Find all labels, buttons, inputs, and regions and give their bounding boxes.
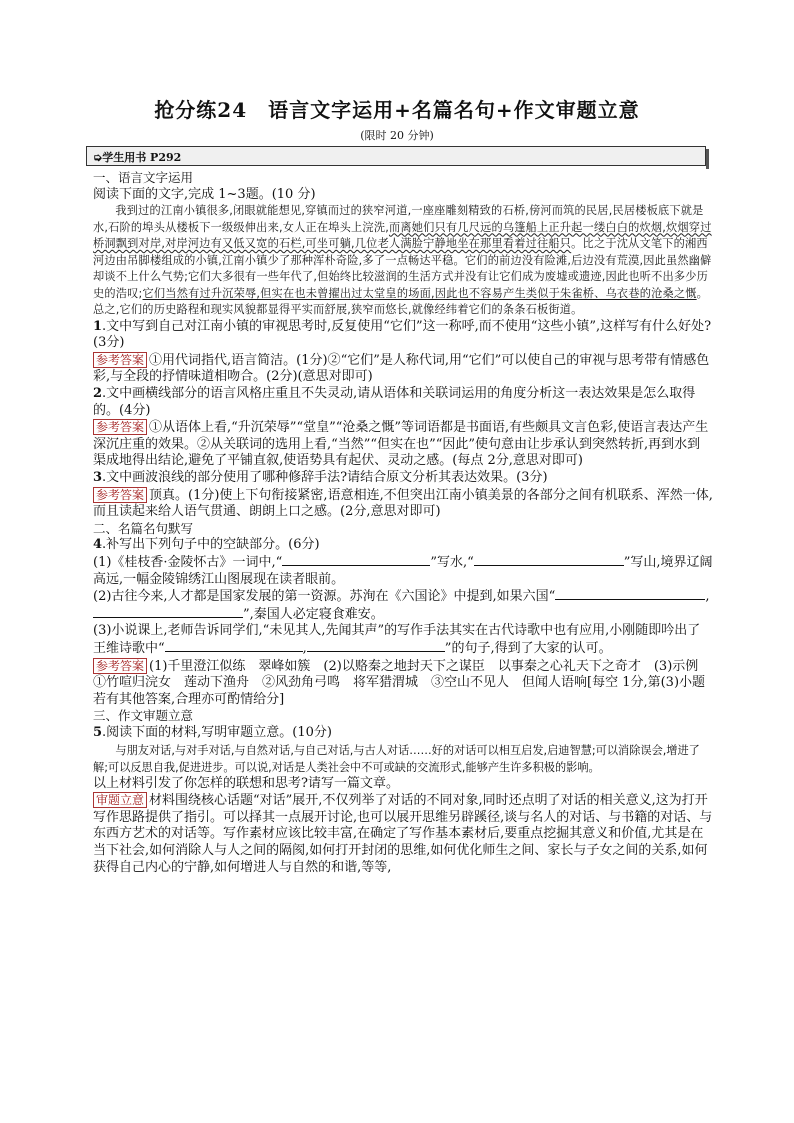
answer-1 bbox=[93, 352, 713, 386]
answer-4 bbox=[93, 658, 713, 709]
question-3 bbox=[93, 470, 713, 487]
question-text: .阅读下面的材料,写明审题立意。(10分) bbox=[102, 724, 332, 740]
fill-text: ”写山,境界辽阔高远,一幅金陵锦绣江山图展现在读者眼前。 bbox=[93, 555, 713, 587]
fill-blank[interactable] bbox=[307, 640, 445, 652]
fill-text: (3)小说课上,老师告诉同学们,“未见其人,先闻其声”的写作手法其实在古代诗歌中也有应用,小刚随即吟出了王维诗歌中“ bbox=[93, 623, 701, 656]
fill-text: (2)古往今来,人才都是国家发展的第一资源。苏洵在《六国论》中提到,如果六国“ bbox=[93, 589, 556, 605]
answer-text: (1)千里澄江似练 翠峰如簇 (2)以赂秦之地封天下之谋臣 以事秦之心礼天下之奇才 (3)示例 ①竹喧归浣女 莲动下渔舟 ②风劲角弓鸣 将军猎渭城 ③空山不见人 但闻人语响[每空 1分,第(3)小题若有其他答案,合理亦可酌情给分] bbox=[93, 658, 706, 707]
fill-text: , bbox=[302, 640, 307, 656]
fill-text: ”写水,“ bbox=[430, 555, 474, 570]
question-4 bbox=[93, 537, 713, 554]
time-limit: (限时 20 分钟) bbox=[360, 129, 434, 142]
fill-text: ”,秦国人必定寝食难安。 bbox=[243, 606, 384, 622]
topic-analysis-label: 审题立意 bbox=[93, 792, 147, 808]
fill-item-1 bbox=[93, 554, 713, 588]
passage-part-a: 我到过的江南小镇很多,闭眼就能想见,穿镇而过的狭窄河道,一座座雕刻精致的石桥,傍河而筑的民居,民居楼板底下就是水,石阶的埠头从楼板下一级级伸出来,女人正在埠头上浣洗, bbox=[93, 204, 704, 234]
fill-blank[interactable] bbox=[555, 588, 705, 600]
question-number: 3 bbox=[93, 470, 103, 486]
book-reference: ➭学生用书 P292 bbox=[93, 151, 182, 164]
section-heading-1: 一、语言文字运用 bbox=[93, 170, 194, 185]
answer-text: ①从语体上看,“升沉荣辱”“堂皇”“沧桑之慨”等词语都是书面语,有些颇具文言色彩,使语言表达产生深沉庄重的效果。②从关联词的选用上看,“当然”“但实在也”“因此”使句意由让步承认到突然转折,再到水到渠成地得出结论,避免了平铺直叙,使语势具有起伏、灵动之感。(每点 2分,意思对即可) bbox=[93, 420, 709, 469]
answer-text: 顶真。(1分)使上下句衔接紧密,语意相连,不但突出江南小镇美景的各部分之间有机联系、浑然一体,而且读起来给人语气贯通、朗朗上口之感。(2分,意思对即可) bbox=[93, 487, 713, 520]
fill-text: , bbox=[705, 589, 710, 605]
passage-part-b: 。比之于沈从文笔下的湘西河边由吊脚楼组成的小镇,江南小镇少了那种浑朴奇险,多了一点畅达平稳。它们的前边没有险滩,后边没有荒漠,因此虽然幽僻却谈不上什么气势;它们大多很有一些年代了,但始终比较滋润的生活方式并没有让它们成为废墟或遗迹,因此也听不出多少历史的浩叹; bbox=[93, 237, 712, 300]
question-2 bbox=[93, 386, 713, 419]
fill-item-3 bbox=[93, 623, 713, 657]
reading-passage bbox=[93, 203, 713, 319]
fill-blank[interactable] bbox=[474, 554, 624, 566]
answer-text: ①用代词指代,语言简洁。(1分)②“它们”是人称代词,用“它们”可以使自己的审视与思考带有情感色彩,与全段的抒情味道相吻合。(2分)(意思对即可) bbox=[93, 352, 710, 385]
question-text: .补写出下列句子中的空缺部分。(6分) bbox=[102, 537, 320, 553]
question-text: .文中画波浪线的部分使用了哪种修辞手法?请结合原文分析其表达效果。(3分) bbox=[102, 470, 548, 486]
question-text: .文中写到自己对江南小镇的审视思考时,反复使用“它们”这一称呼,而不使用“这些小镇”,这样写有什么好处?(3分) bbox=[93, 318, 712, 351]
section-heading-3: 三、作文审题立意 bbox=[93, 708, 194, 724]
essay-prompt: 以上材料引发了你怎样的联想和思考?请写一篇文章。 bbox=[93, 775, 399, 791]
answer-2 bbox=[93, 419, 713, 470]
reference-answer-label: 参考答案 bbox=[93, 352, 147, 368]
passage-wavy-underline: 而离她们只有几尺远的乌篷船上正升起一缕白白的炊烟,炊烟穿过桥洞飘到对岸,对岸河边有又低又宽的石栏,可坐可躺,几位老人满脸宁静地坐在那里看着过往船只 bbox=[93, 220, 712, 251]
fill-text: ”的句子,得到了大家的认可。 bbox=[444, 640, 612, 656]
question-number: 1 bbox=[93, 318, 103, 334]
answer-5 bbox=[93, 792, 713, 876]
question-5 bbox=[93, 725, 713, 742]
question-number: 2 bbox=[93, 386, 103, 402]
answer-3 bbox=[93, 487, 713, 521]
passage-solid-underline: 它们当然有过升沉荣辱,但实在也未曾擢出过太堂皇的场面,因此也不容易产生类似于朱雀桥、乌衣巷的沧桑之慨 bbox=[142, 286, 697, 300]
passage-part-c: 。总之,它们的历史路程和现实风貌都显得平实而舒展,狭窄而悠长,就像经纬着它们的条条石板街道。 bbox=[93, 286, 709, 317]
fill-blank[interactable] bbox=[282, 554, 430, 566]
content bbox=[93, 170, 713, 876]
question-text: .文中画横线部分的语言风格庄重且不失灵动,请从语体和关联词运用的角度分析这一表达效果是怎么取得的。(4分) bbox=[93, 386, 696, 418]
page-title: 抢分练24 语言文字运用+名篇名句+作文审题立意 bbox=[154, 98, 640, 122]
section-heading-2: 二、名篇名句默写 bbox=[93, 520, 194, 536]
section-intro: 阅读下面的文字,完成 1~3题。(10 分) bbox=[93, 186, 316, 202]
reference-answer-label: 参考答案 bbox=[93, 658, 147, 674]
fill-blank[interactable] bbox=[165, 640, 303, 652]
fill-text: (1)《桂枝香·金陵怀古》一词中,“ bbox=[93, 555, 283, 570]
fill-item-2 bbox=[93, 588, 713, 623]
essay-material: 与朋友对话,与对手对话,与自然对话,与自己对话,与古人对话……好的对话可以相互启发,启迪智慧;可以消除误会,增进了解;可以反思自我,促进进步。可以说,对话是人类社会中不可或缺的交流形式,能够产生许多积极的影响。 bbox=[93, 743, 700, 774]
reference-answer-label: 参考答案 bbox=[93, 419, 147, 435]
question-number: 4 bbox=[93, 537, 103, 553]
book-reference-bar bbox=[86, 146, 706, 166]
reference-answer-label: 参考答案 bbox=[93, 487, 147, 503]
fill-blank[interactable] bbox=[93, 606, 243, 618]
question-number: 5 bbox=[93, 724, 103, 740]
question-1 bbox=[93, 319, 713, 352]
answer-text: 材料围绕核心话题“对话”展开,不仅列举了对话的不同对象,同时还点明了对话的相关意义,这为打开写作思路提供了指引。可以择其一点展开讨论,也可以展开思维另辟蹊径,谈与名人的对话、与书籍的对话、与东西方艺术的对话等。写作素材应该比较丰富,在确定了写作基本素材后,要重点挖掘其意义和价值,尤其是在当下社会,如何消除人与人之间的隔阂,如何打开封闭的思维,如何优化师生之间、家长与子女之间的关系,如何获得自己内心的宁静,如何增进人与自然的和谐,等等, bbox=[93, 793, 713, 875]
